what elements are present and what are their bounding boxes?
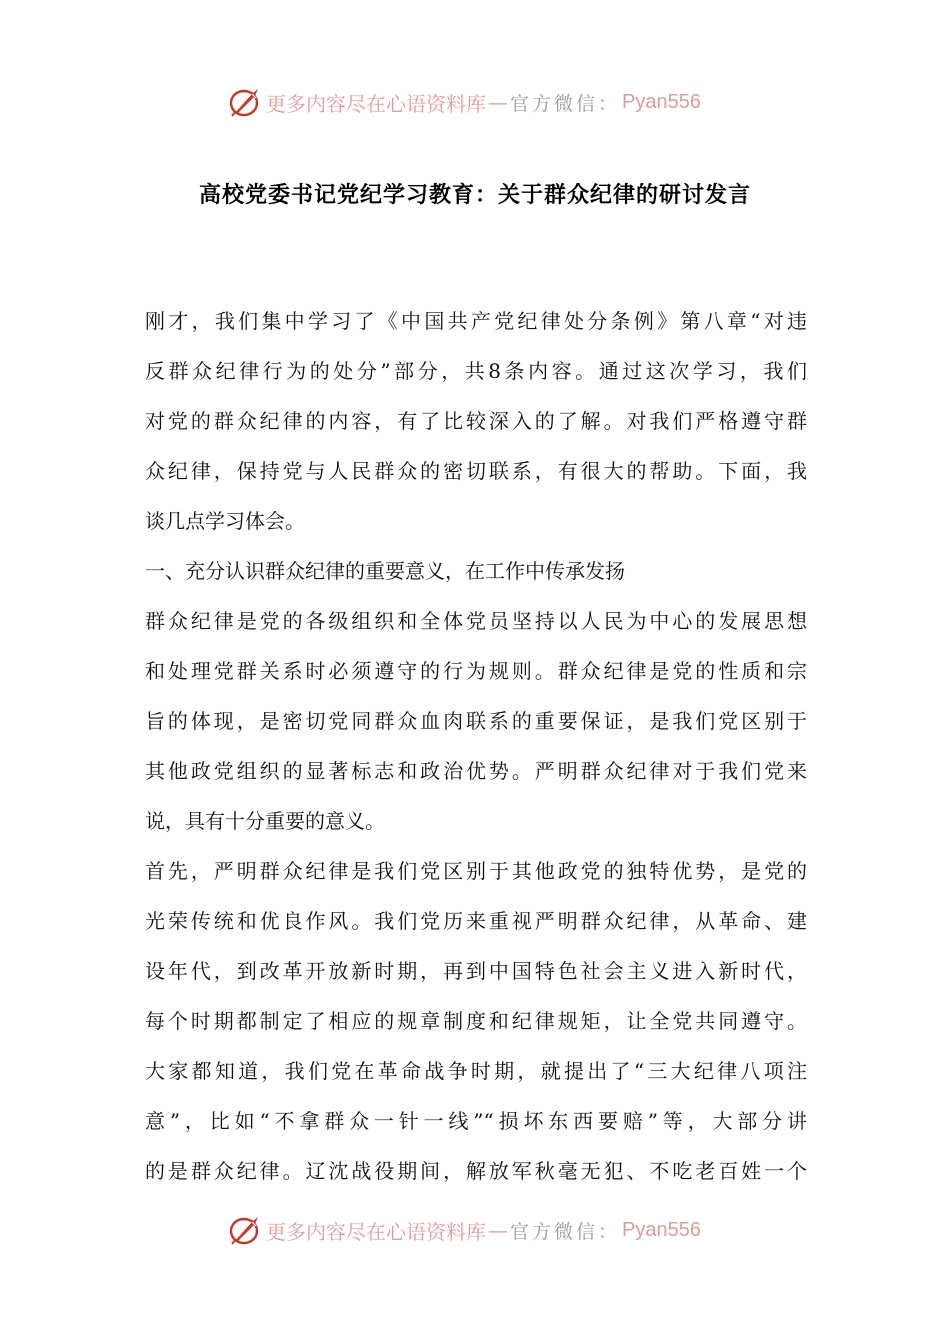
watermark-wechat-label: 官方微信： [510,1220,621,1243]
body-line: 众纪律，保持党与人民群众的密切联系，有很大的帮助。下面，我 [145,459,807,483]
body-line: 其他政党组织的显著标志和政治优势。严明群众纪律对于我们党来 [145,759,807,783]
quill-logo-icon [228,85,262,119]
watermark-wechat-id: Pyan556 [622,1218,701,1241]
quill-logo-icon [228,1213,262,1247]
body-line: 反群众纪律行为的处分”部分，共8条内容。通过这次学习，我们 [145,359,807,383]
body-line: 设年代，到改革开放新时期，再到中国特色社会主义进入新时代， [145,959,807,983]
section-heading: 一、充分认识群众纪律的重要意义，在工作中传承发扬 [145,559,625,583]
footer-watermark [228,1212,748,1248]
body-line: 意”，比如“不拿群众一针一线”“损坏东西要赔”等，大部分讲 [145,1109,807,1133]
body-line: 群众纪律是党的各级组织和全体党员坚持以人民为中心的发展思想 [145,609,807,633]
body-line: 的是群众纪律。辽沈战役期间，解放军秋毫无犯、不吃老百姓一个 [145,1159,807,1183]
body-line: 谈几点学习体会。 [145,509,305,533]
body-line: 对党的群众纪律的内容，有了比较深入的了解。对我们严格遵守群 [145,409,807,433]
watermark-brand: 更多内容尽在心语资料库 [266,91,486,116]
body-line: 刚才，我们集中学习了《中国共产党纪律处分条例》第八章“对违 [145,309,807,333]
body-line: 光荣传统和优良作风。我们党历来重视严明群众纪律，从革命、建 [145,909,807,933]
document-body [145,296,807,1196]
body-line: 旨的体现，是密切党同群众血肉联系的重要保证，是我们党区别于 [145,709,807,733]
body-line: 大家都知道，我们党在革命战争时期，就提出了“三大纪律八项注 [145,1059,807,1083]
document-title: 高校党委书记党纪学习教育：关于群众纪律的研讨发言 [198,182,751,208]
watermark-dash: — [488,1218,508,1242]
watermark-wechat-id: Pyan556 [622,90,701,113]
watermark-wechat-label: 官方微信： [510,92,621,115]
watermark-brand: 更多内容尽在心语资料库 [266,1219,486,1244]
body-line: 说，具有十分重要的意义。 [145,809,385,833]
body-line: 每个时期都制定了相应的规章制度和纪律规矩，让全党共同遵守。 [145,1009,807,1033]
body-line: 首先，严明群众纪律是我们党区别于其他政党的独特优势，是党的 [145,859,807,883]
watermark-dash: — [488,90,508,114]
body-line: 和处理党群关系时必须遵守的行为规则。群众纪律是党的性质和宗 [145,659,807,683]
header-watermark [228,84,748,120]
